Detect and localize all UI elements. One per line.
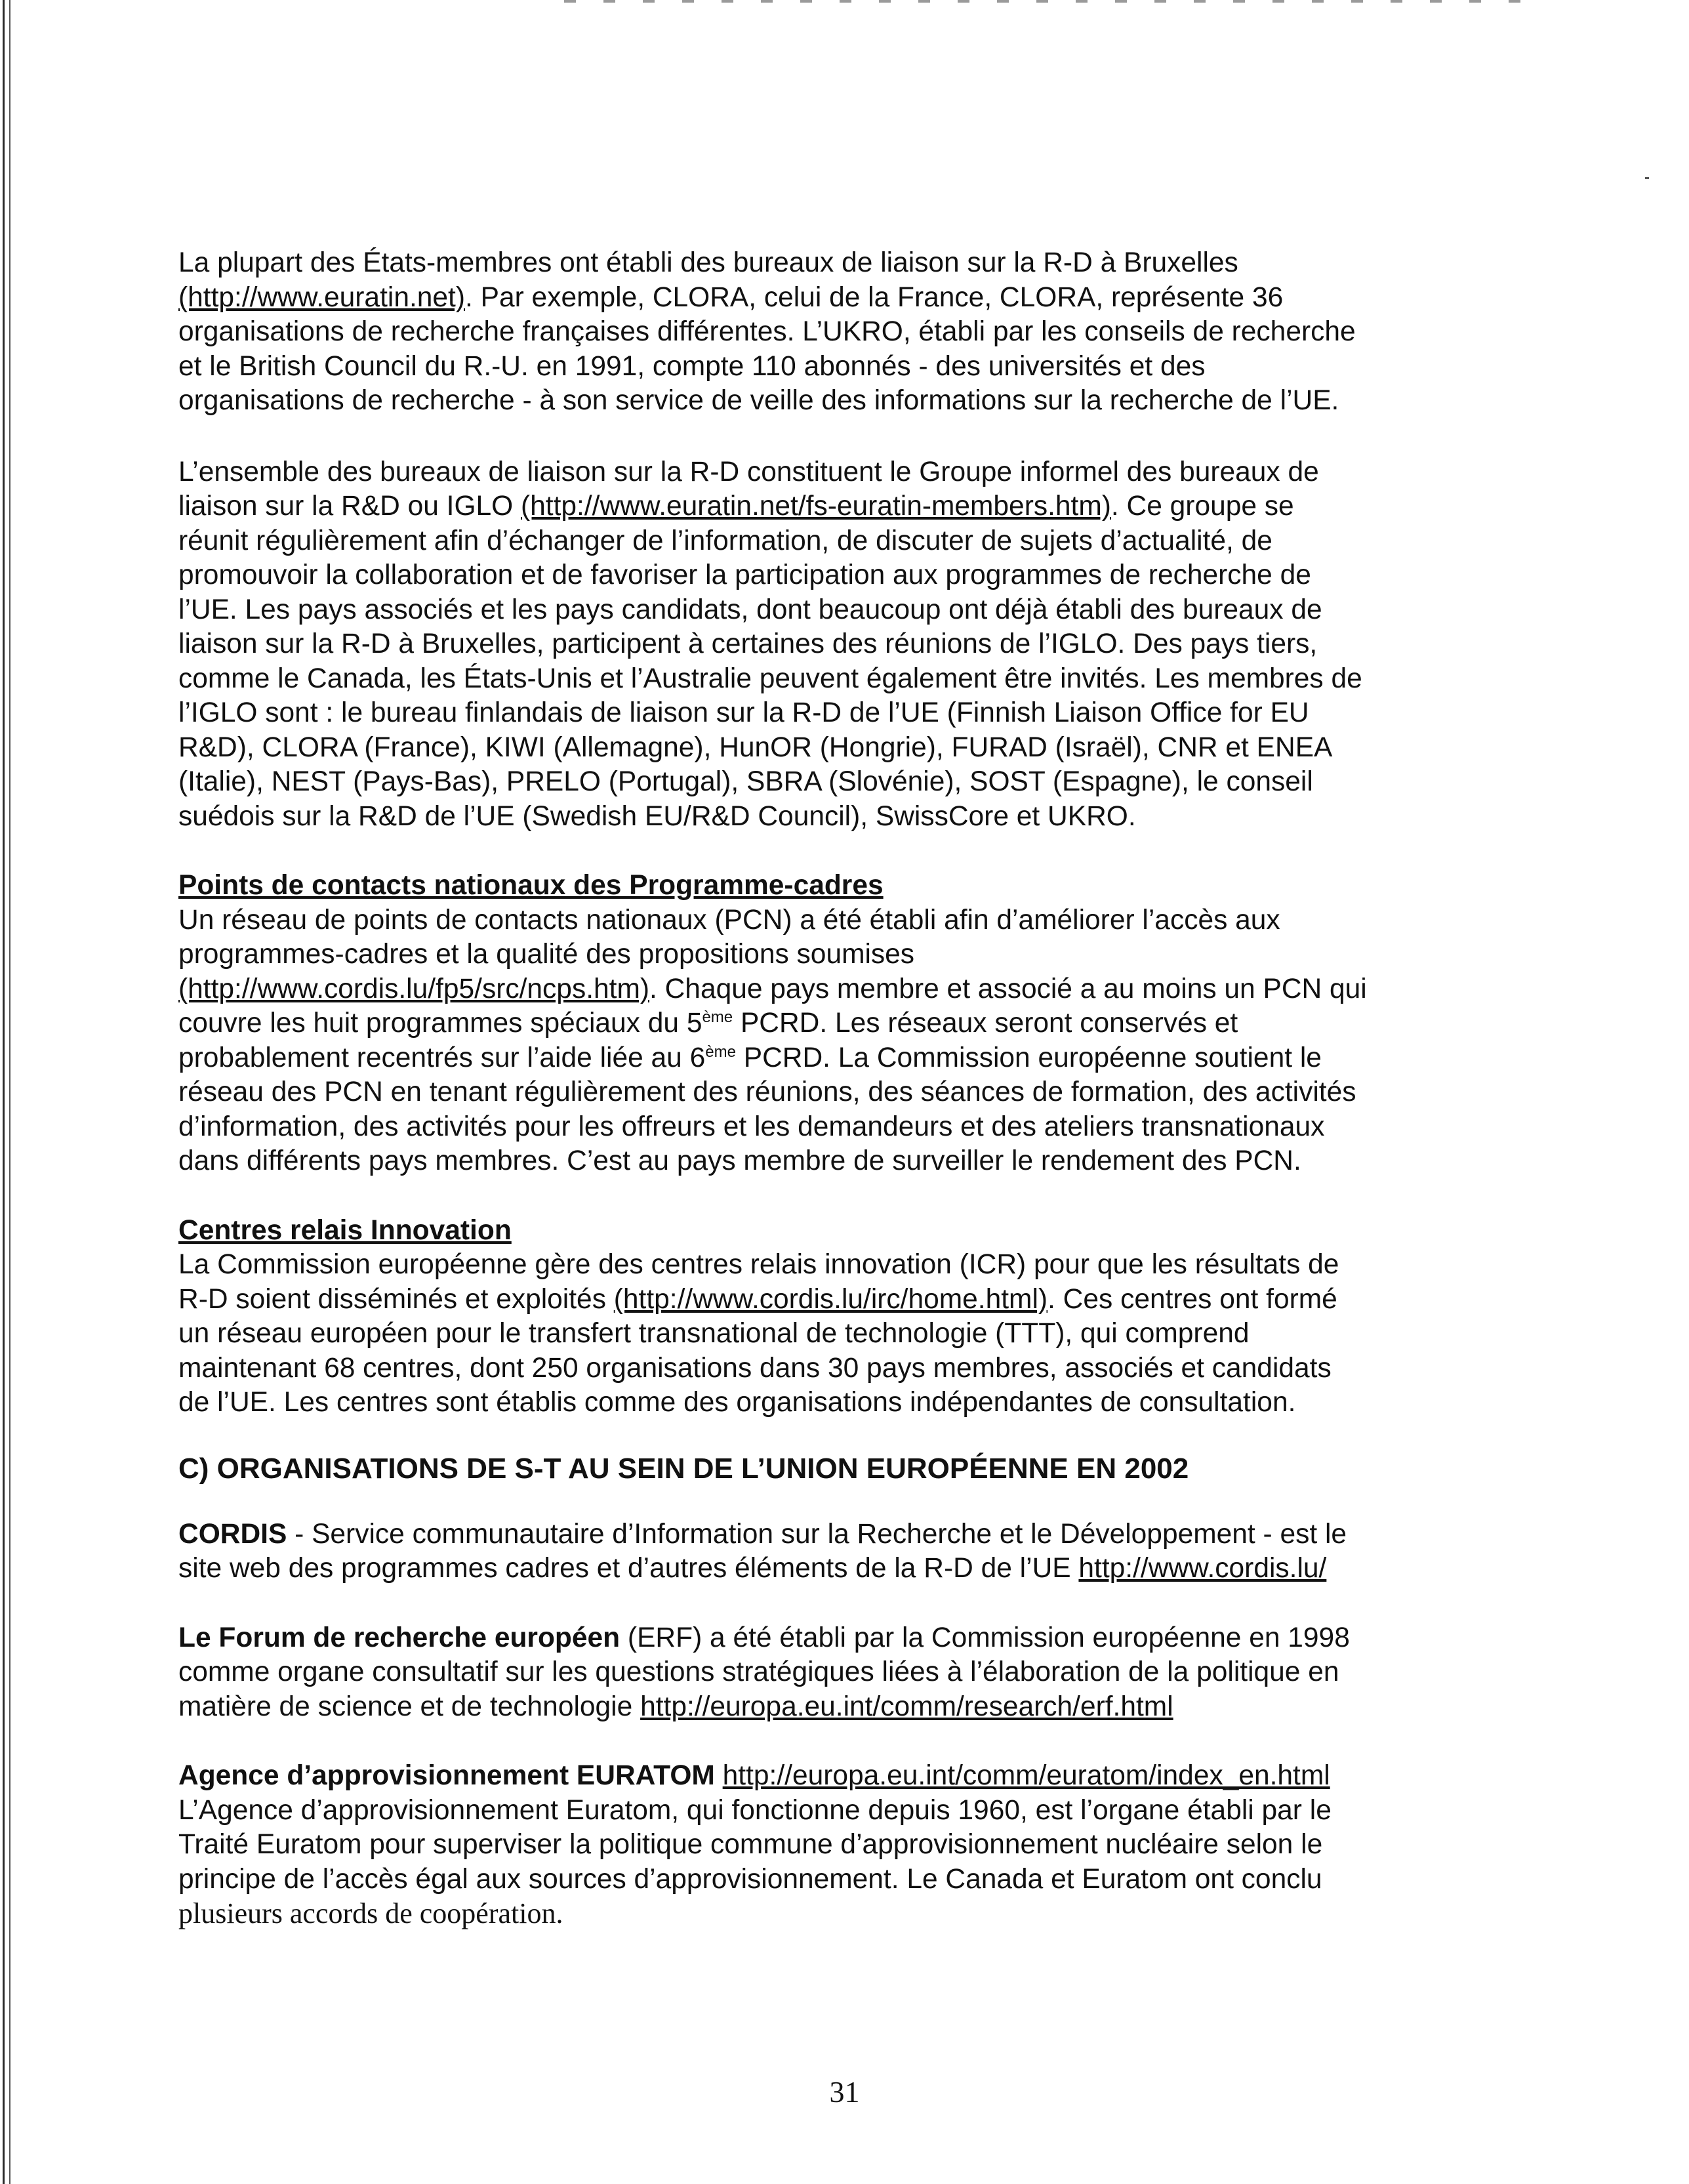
text-run: site web des programmes cadres et d’autres éléments de la R-D de l’UE xyxy=(178,1553,1079,1584)
text-line: Un réseau de points de contacts nationaux (PCN) a été établi afin d’améliorer l’accès aux xyxy=(178,904,1280,936)
lead-term: Agence d’approvisionnement EURATOM xyxy=(178,1760,715,1791)
text-run: . Ce groupe se xyxy=(1110,491,1294,522)
text-line: de l’UE. Les centres sont établis comme des organisations indépendantes de consultation. xyxy=(178,1387,1296,1418)
link-euratin-members[interactable]: (http://www.euratin.net/fs-euratin-members.htm) xyxy=(521,491,1111,522)
text-line: Traité Euratom pour superviser la politique commune d’approvisionnement nucléaire selon le xyxy=(178,1829,1323,1860)
text-run: liaison sur la R&D ou IGLO xyxy=(178,491,521,522)
subsection-heading: Points de contacts nationaux des Programme-cadres xyxy=(178,870,884,901)
scan-margin-line xyxy=(3,0,5,2184)
section-innovation-relay-centres xyxy=(178,1214,1490,1420)
link-cordis-ncps[interactable]: (http://www.cordis.lu/fp5/src/ncps.htm) xyxy=(178,973,649,1004)
text-line: promouvoir la collaboration et de favoriser la participation aux programmes de recherche de xyxy=(178,560,1311,590)
text-line: plusieurs accords de coopération. xyxy=(178,1897,563,1929)
paragraph-cordis xyxy=(178,1517,1490,1586)
text-run: PCRD. Les réseaux seront conservés et xyxy=(733,1008,1238,1039)
text-line: un réseau européen pour le transfert transnational de technologie (TTT), qui comprend xyxy=(178,1318,1250,1349)
text-line xyxy=(178,1041,1490,1076)
text-line xyxy=(178,1759,1490,1794)
paragraph-forum xyxy=(178,1621,1490,1725)
text-line xyxy=(178,1621,1490,1656)
text-line: d’information, des activités pour les offreurs et les demandeurs et des ateliers transnationaux xyxy=(178,1111,1325,1142)
text-line: l’IGLO sont : le bureau finlandais de liaison sur la R-D de l’UE (Finnish Liaison Office for EU xyxy=(178,697,1309,728)
section-heading-c: C) ORGANISATIONS DE S-T AU SEIN DE L’UNION EUROPÉENNE EN 2002 xyxy=(178,1452,1189,1485)
text-line: principe de l’accès égal aux sources d’approvisionnement. Le Canada et Euratom ont conclu xyxy=(178,1863,1322,1895)
superscript: ème xyxy=(702,1008,733,1026)
text-line: réunit régulièrement afin d’échanger de l’information, de discuter de sujets d’actualité, de xyxy=(178,525,1272,556)
text-line xyxy=(178,1552,1490,1586)
superscript: ème xyxy=(705,1042,736,1061)
text-line: réseau des PCN en tenant régulièrement des réunions, des séances de formation, des activités xyxy=(178,1077,1356,1107)
scan-top-edge xyxy=(564,0,1548,3)
scan-speck xyxy=(1645,177,1649,179)
text-line: liaison sur la R-D à Bruxelles, participent à certaines des réunions de l’IGLO. Des pays tiers, xyxy=(178,628,1318,659)
text-line: L’ensemble des bureaux de liaison sur la R-D constituent le Groupe informel des bureaux de xyxy=(178,456,1319,487)
text-line: organisations de recherche françaises différentes. L’UKRO, établi par les conseils de recherche xyxy=(178,316,1356,347)
text-run: PCRD. La Commission européenne soutient le xyxy=(735,1042,1322,1073)
text-line: La Commission européenne gère des centres relais innovation (ICR) pour que les résultats de xyxy=(178,1249,1339,1280)
text-line: programmes-cadres et la qualité des propositions soumises xyxy=(178,939,915,970)
text-line: comme organe consultatif sur les questions stratégiques liées à l’élaboration de la politique en xyxy=(178,1657,1339,1687)
text-line xyxy=(178,972,1490,1007)
text-run: . Chaque pays membre et associé a au moins un PCN qui xyxy=(649,973,1367,1004)
paragraph-liaison-offices xyxy=(178,246,1490,419)
text-line: organisations de recherche - à son service de veille des informations sur la recherche de l’UE. xyxy=(178,385,1339,416)
text-run: . Ces centres ont formé xyxy=(1048,1283,1337,1315)
text-line: suédois sur la R&D de l’UE (Swedish EU/R&D Council), SwissCore et UKRO. xyxy=(178,800,1136,832)
link-erf[interactable]: http://europa.eu.int/comm/research/erf.html xyxy=(640,1691,1173,1722)
text-line: maintenant 68 centres, dont 250 organisations dans 30 pays membres, associés et candidats xyxy=(178,1352,1332,1384)
text-line: R&D), CLORA (France), KIWI (Allemagne), HunOR (Hongrie), FURAD (Israël), CNR et ENEA xyxy=(178,731,1333,763)
text-line: comme le Canada, les États-Unis et l’Australie peuvent également être invités. Les membres de xyxy=(178,663,1362,694)
text-line: La plupart des États-membres ont établi des bureaux de liaison sur la R-D à Bruxelles xyxy=(178,247,1238,278)
link-euratin[interactable]: (http://www.euratin.net) xyxy=(178,281,465,313)
link-euratom[interactable]: http://europa.eu.int/comm/euratom/index_en.html xyxy=(722,1760,1330,1791)
text-run: . Par exemple, CLORA, celui de la France, CLORA, représente 36 xyxy=(465,281,1284,313)
text-run: matière de science et de technologie xyxy=(178,1691,641,1722)
text-run: couvre les huit programmes spéciaux du 5 xyxy=(178,1008,702,1039)
section-national-contact-points xyxy=(178,869,1490,1179)
paragraph-euratom xyxy=(178,1759,1490,1931)
text-line xyxy=(178,1690,1490,1725)
lead-term: Le Forum de recherche européen xyxy=(178,1622,621,1653)
subsection-heading: Centres relais Innovation xyxy=(178,1214,512,1246)
text-run: - Service communautaire d’Information sur la Recherche et le Développement - est le xyxy=(287,1518,1347,1550)
text-line: l’UE. Les pays associés et les pays candidats, dont beaucoup ont déjà établi des bureaux de xyxy=(178,594,1322,625)
text-line xyxy=(178,489,1490,524)
text-run: (ERF) a été établi par la Commission européenne en 1998 xyxy=(620,1622,1350,1653)
text-line xyxy=(178,1006,1490,1041)
text-line: (Italie), NEST (Pays-Bas), PRELO (Portugal), SBRA (Slovénie), SOST (Espagne), le conseil xyxy=(178,766,1313,797)
link-cordis-irc[interactable]: (http://www.cordis.lu/irc/home.html) xyxy=(613,1283,1048,1315)
text-run: R-D soient disséminés et exploités xyxy=(178,1283,614,1315)
page-number: 31 xyxy=(829,2075,860,2109)
scan-margin-line xyxy=(9,0,10,2184)
text-line xyxy=(178,1517,1490,1552)
paragraph-iglo xyxy=(178,455,1490,834)
text-line: dans différents pays membres. C’est au pays membre de surveiller le rendement des PCN. xyxy=(178,1145,1301,1176)
text-run: probablement recentrés sur l’aide liée au 6 xyxy=(178,1042,706,1073)
document-page xyxy=(178,246,1490,1931)
text-line xyxy=(178,281,1490,316)
link-cordis[interactable]: http://www.cordis.lu/ xyxy=(1078,1553,1327,1584)
lead-term: CORDIS xyxy=(178,1518,287,1550)
text-line: et le British Council du R.-U. en 1991, compte 110 abonnés - des universités et des xyxy=(178,350,1206,382)
text-line: L’Agence d’approvisionnement Euratom, qui fonctionne depuis 1960, est l’organe établi par le xyxy=(178,1794,1332,1826)
text-line xyxy=(178,1283,1490,1317)
